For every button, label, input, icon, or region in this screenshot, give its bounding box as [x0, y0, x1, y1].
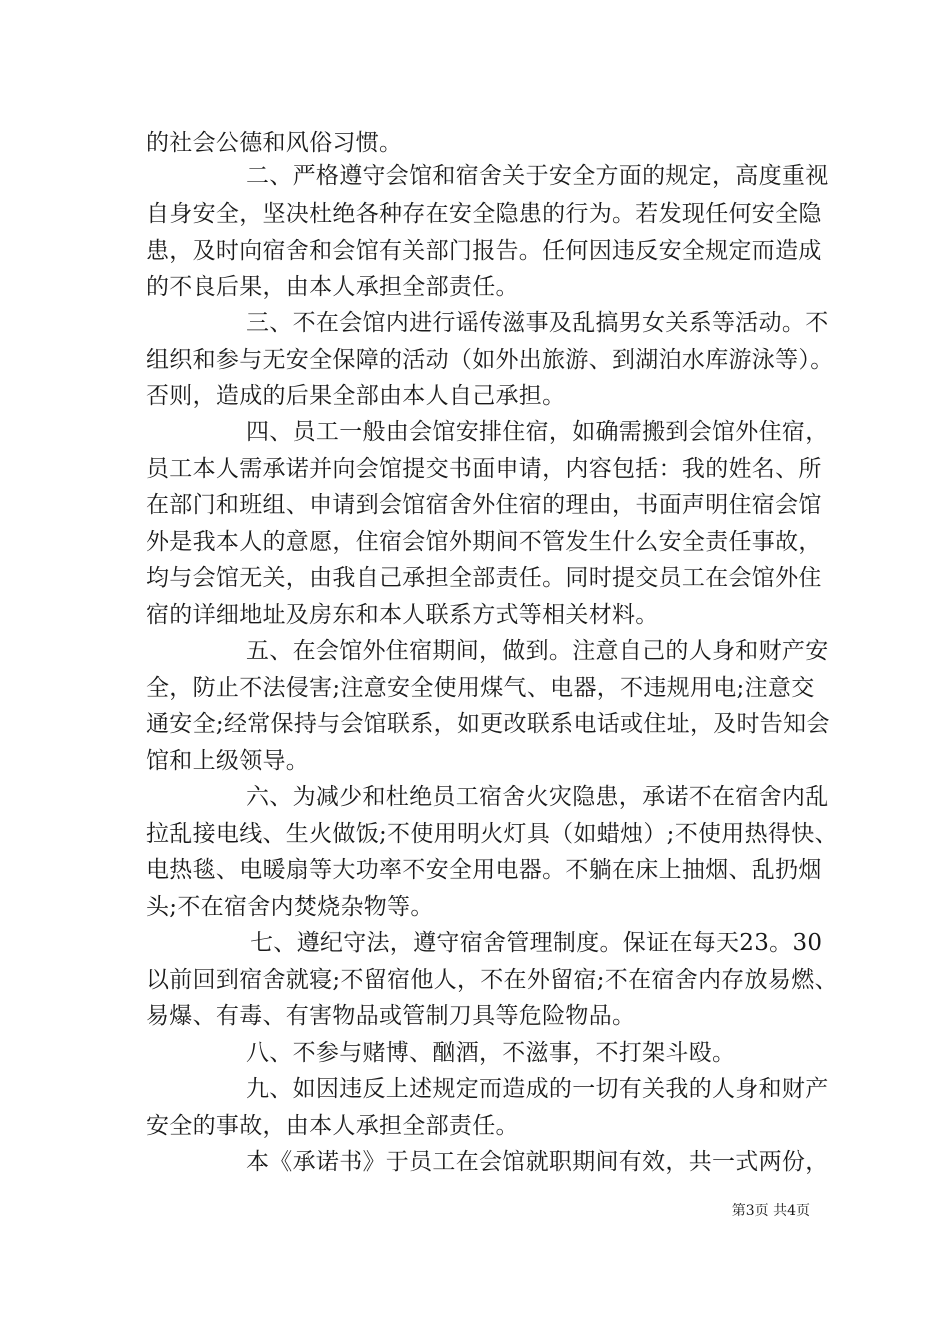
- text-line: 组织和参与无安全保障的活动（如外出旅游、到湖泊水库游泳等）。: [146, 347, 834, 373]
- text-line: 宿的详细地址及房东和本人联系方式等相关材料。: [146, 602, 659, 628]
- text-line: 在部门和班组、申请到会馆宿舍外住宿的理由，书面声明住宿会馆: [146, 492, 822, 518]
- text-line: 的不良后果，由本人承担全部责任。: [146, 274, 519, 300]
- text-line: 六、为减少和杜绝员工宿舍火灾隐患，承诺不在宿舍内乱: [246, 784, 829, 810]
- text-line: 外是我本人的意愿，住宿会馆外期间不管发生什么安全责任事故，: [146, 529, 822, 555]
- text-line: 八、不参与赌博、酗酒，不滋事，不打架斗殴。: [246, 1040, 736, 1066]
- text-line: 易爆、有毒、有害物品或管制刀具等危险物品。: [146, 1003, 636, 1029]
- page-number-footer: 第3页 共4页: [731, 1203, 810, 1219]
- text-line: 患，及时向宿舍和会馆有关部门报告。任何因违反安全规定而造成: [146, 238, 822, 264]
- text-line: 七、遵纪守法，遵守宿舍管理制度。保证在每天23。30: [250, 930, 823, 956]
- text-line: 安全的事故，由本人承担全部责任。: [146, 1113, 519, 1139]
- text-line: 二、严格遵守会馆和宿舍关于安全方面的规定，高度重视: [246, 163, 829, 189]
- text-line: 员工本人需承诺并向会馆提交书面申请，内容包括：我的姓名、所: [146, 456, 822, 482]
- text-line: 自身安全，坚决杜绝各种存在安全隐患的行为。若发现任何安全隐: [146, 201, 822, 227]
- text-line: 馆和上级领导。: [146, 748, 310, 774]
- text-line: 全，防止不法侵害;注意安全使用煤气、电器，不违规用电;注意交: [146, 675, 815, 701]
- text-line: 四、员工一般由会馆安排住宿，如确需搬到会馆外住宿，: [246, 419, 829, 445]
- text-line: 均与会馆无关，由我自己承担全部责任。同时提交员工在会馆外住: [146, 565, 822, 591]
- text-line: 电热毯、电暖扇等大功率不安全用电器。不躺在床上抽烟、乱扔烟: [146, 857, 822, 883]
- text-line: 否则，造成的后果全部由本人自己承担。: [146, 383, 566, 409]
- text-line: 通安全;经常保持与会馆联系，如更改联系电话或住址，及时告知会: [146, 711, 830, 737]
- text-line: 五、在会馆外住宿期间，做到。注意自己的人身和财产安: [246, 638, 829, 664]
- text-line: 头;不在宿舍内焚烧杂物等。: [146, 894, 434, 920]
- text-line: 以前回到宿舍就寝;不留宿他人，不在外留宿;不在宿舍内存放易燃、: [146, 967, 838, 993]
- text-line: 九、如因违反上述规定而造成的一切有关我的人身和财产: [246, 1076, 829, 1102]
- text-line: 三、不在会馆内进行谣传滋事及乱搞男女关系等活动。不: [246, 310, 829, 336]
- text-line: 的社会公德和风俗习惯。: [146, 130, 403, 156]
- text-line: 本《承诺书》于员工在会馆就职期间有效，共一式两份，: [246, 1149, 829, 1175]
- text-line: 拉乱接电线、生火做饭;不使用明火灯具（如蜡烛）;不使用热得快、: [146, 821, 838, 847]
